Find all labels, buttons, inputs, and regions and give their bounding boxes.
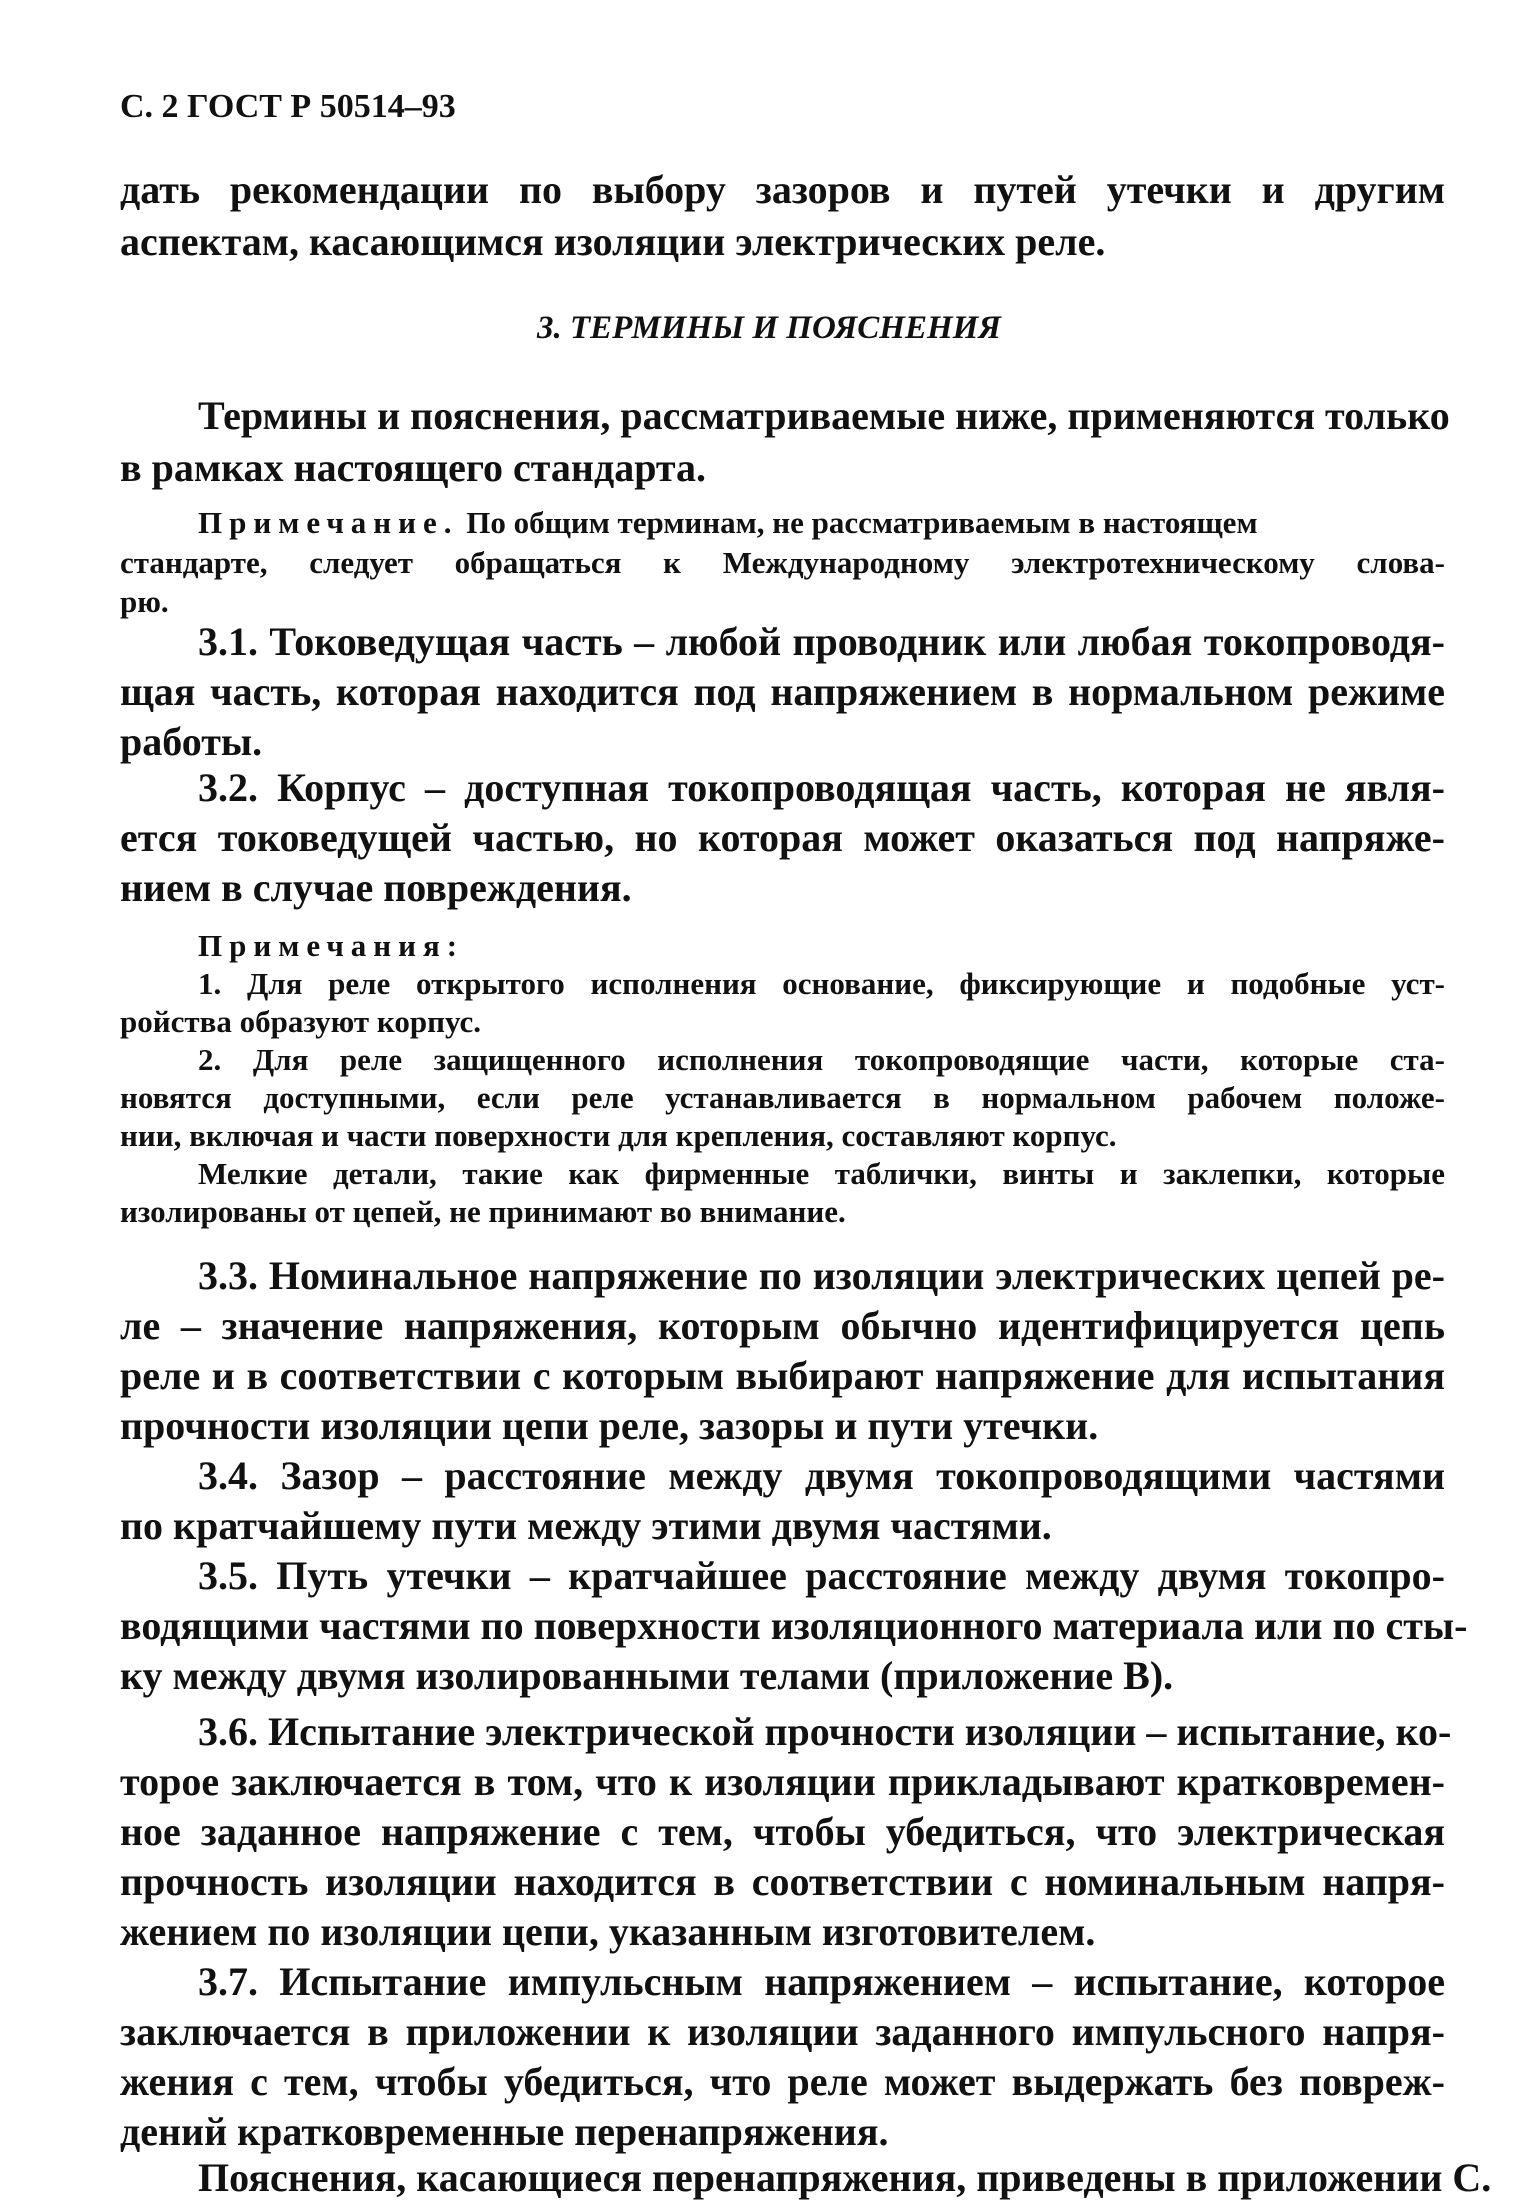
section-title: 3. ТЕРМИНЫ И ПОЯСНЕНИЯ <box>536 310 1002 346</box>
intro-line-1: дать рекомендации по выбору зазоров и путей утечки и другим <box>120 167 1445 212</box>
clause-3-7-line-1: 3.7. Испытание импульсным напряжением – испытание, которое <box>198 1959 1445 2004</box>
clause-3-5-line-2: водящими частями по поверхности изоляционного материала или по сты- <box>120 1603 1468 1648</box>
clause-3-6-line-5: жением по изоляции цепи, указанным изготовителем. <box>120 1909 1096 1954</box>
notes-2-line-5: нии, включая и части поверхности для крепления, составляют корпус. <box>120 1118 1117 1153</box>
note-1-line-1: По общим терминам, не рассматриваемым в настоящем <box>466 505 1258 540</box>
clause-3-5-line-3: ку между двумя изолированными телами (приложение В). <box>120 1653 1174 1698</box>
notes-2-line-6: Мелкие детали, такие как фирменные таблички, винты и заклепки, которые <box>198 1156 1445 1191</box>
clause-3-1-line-1: 3.1. Токоведущая часть – любой проводник или любая токопроводя- <box>198 619 1445 664</box>
clause-3-3-line-3: реле и в соответствии с которым выбирают напряжение для испытания <box>120 1353 1445 1398</box>
clause-3-7-line-2: заключается в приложении к изоляции заданного импульсного напря- <box>120 2009 1445 2054</box>
terms-intro-line-2: в рамках настоящего стандарта. <box>120 445 707 490</box>
note-1-line-3: рю. <box>120 584 169 619</box>
clause-3-3-line-1: 3.3. Номинальное напряжение по изоляции электрических цепей ре- <box>198 1253 1445 1298</box>
note-1-line-2: стандарте, следует обращаться к Международному электротехническому слова- <box>120 545 1445 580</box>
clause-3-3-line-2: ле – значение напряжения, которым обычно идентифицируется цепь <box>120 1303 1445 1348</box>
clause-3-1-line-3: работы. <box>120 719 263 764</box>
clause-3-2-line-2: ется токоведущей частью, но которая может оказаться под напряже- <box>120 815 1445 860</box>
clause-3-4-line-2: по кратчайшему пути между этими двумя частями. <box>120 1503 1052 1548</box>
page-header: С. 2 ГОСТ Р 50514–93 <box>120 88 456 125</box>
clause-3-7-line-4: дений кратковременные перенапряжения. <box>120 2109 889 2154</box>
notes-2-line-7: изолированы от цепей, не принимают во внимание. <box>120 1194 846 1229</box>
terms-intro-line-1: Термины и пояснения, рассматриваемые ниже, применяются только <box>198 393 1450 438</box>
intro-line-2: аспектам, касающимся изоляции электрических реле. <box>120 219 1106 264</box>
clause-3-7-line-3: жения с тем, чтобы убедиться, что реле может выдержать без повреж- <box>120 2059 1445 2104</box>
clause-3-6-line-4: прочность изоляции находится в соответствии с номинальным напря- <box>120 1859 1445 1904</box>
notes-2-line-3: 2. Для реле защищенного исполнения токопроводящие части, которые ста- <box>198 1042 1445 1077</box>
notes-2-line-1: 1. Для реле открытого исполнения основание, фиксирующие и подобные уст- <box>198 966 1445 1001</box>
clause-3-3-line-4: прочности изоляции цепи реле, зазоры и пути утечки. <box>120 1403 1099 1448</box>
clause-3-2-line-1: 3.2. Корпус – доступная токопроводящая часть, которая не явля- <box>198 765 1445 810</box>
note-1-first-line <box>198 507 1445 538</box>
clause-3-1-line-2: щая часть, которая находится под напряжением в нормальном режиме <box>120 669 1445 714</box>
clause-3-4-line-1: 3.4. Зазор – расстояние между двумя токопроводящими частями <box>198 1453 1445 1498</box>
clause-3-6-line-1: 3.6. Испытание электрической прочности изоляции – испытание, ко- <box>198 1709 1452 1754</box>
clause-3-6-line-3: ное заданное напряжение с тем, чтобы убедиться, что электрическая <box>120 1809 1445 1854</box>
closing-line: Пояснения, касающиеся перенапряжения, приведены в приложении С. <box>198 2155 1492 2200</box>
clause-3-5-line-1: 3.5. Путь утечки – кратчайшее расстояние между двумя токопро- <box>198 1553 1445 1598</box>
clause-3-6-line-2: торое заключается в том, что к изоляции прикладывают кратковремен- <box>120 1759 1445 1804</box>
notes-2-line-2: ройства образуют корпус. <box>120 1004 481 1039</box>
notes-2-label: Примечания: <box>198 928 465 963</box>
note-1-label: Примечание. <box>198 505 459 540</box>
notes-2-line-4: новятся доступными, если реле устанавливается в нормальном рабочем положе- <box>120 1080 1445 1115</box>
clause-3-2-line-3: нием в случае повреждения. <box>120 865 632 910</box>
